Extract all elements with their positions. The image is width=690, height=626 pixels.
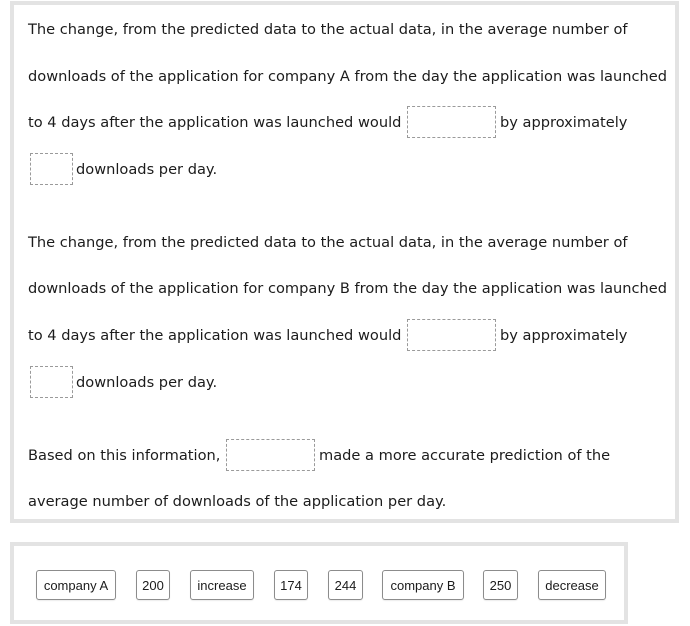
part-b-line-2: downloads of the application for company B from the day the application was launched <box>28 280 668 297</box>
conclusion-line-1-before: Based on this information, <box>28 447 221 464</box>
part-b-amount-dropzone[interactable] <box>30 366 73 398</box>
option-increase[interactable]: increase <box>190 570 254 600</box>
part-a-amount-dropzone[interactable] <box>30 153 73 185</box>
option-250[interactable]: 250 <box>483 570 518 600</box>
option-company-b[interactable]: company B <box>382 570 464 600</box>
part-a-line-3-after: by approximately <box>500 114 628 131</box>
part-a-line-4-after: downloads per day. <box>76 161 218 178</box>
question-panel <box>10 1 679 523</box>
option-decrease[interactable]: decrease <box>538 570 606 600</box>
part-b-line-3-after: by approximately <box>500 327 628 344</box>
part-a-line-1: The change, from the predicted data to the actual data, in the average number of <box>28 21 628 38</box>
part-a-line-3-before: to 4 days after the application was launched would <box>28 114 402 131</box>
part-a-line-2: downloads of the application for company A from the day the application was launched <box>28 68 668 85</box>
part-b-line-1: The change, from the predicted data to the actual data, in the average number of <box>28 234 628 251</box>
part-b-change-direction-dropzone[interactable] <box>407 319 496 351</box>
part-b-line-4-after: downloads per day. <box>76 374 218 391</box>
part-a-change-direction-dropzone[interactable] <box>407 106 496 138</box>
answer-bank <box>10 542 628 624</box>
part-b-line-3-before: to 4 days after the application was launched would <box>28 327 402 344</box>
option-244[interactable]: 244 <box>328 570 363 600</box>
option-200[interactable]: 200 <box>136 570 170 600</box>
conclusion-company-dropzone[interactable] <box>226 439 315 471</box>
conclusion-line-1-after: made a more accurate prediction of the <box>319 447 611 464</box>
option-company-a[interactable]: company A <box>36 570 116 600</box>
option-174[interactable]: 174 <box>274 570 308 600</box>
conclusion-line-2: average number of downloads of the application per day. <box>28 493 447 510</box>
